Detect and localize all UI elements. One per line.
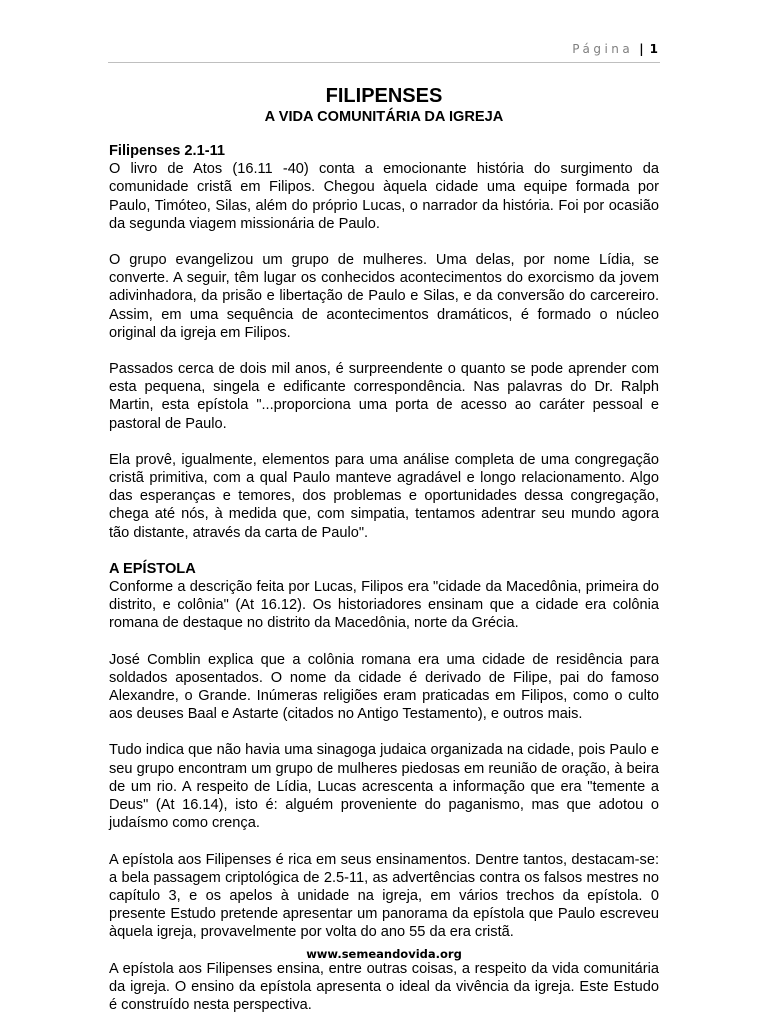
paragraph: José Comblin explica que a colônia romana era uma cidade de residência para soldados aposentados. O nome da cidade é derivado de Filipe, pai do famoso Alexandre, o Grande. Inúmeras religiões eram praticadas em Filipos, como o culto aos deuses Baal e Astarte (citados no Antigo Testamento), e outros mais. (109, 651, 659, 723)
header-divider (108, 62, 660, 63)
page-number: 1 (649, 42, 658, 56)
paragraph: Passados cerca de dois mil anos, é surpreendente o quanto se pode aprender com esta pequena, singela e edificante correspondência. Nas palavras do Dr. Ralph Martin, esta epístola "...proporciona uma porta de acesso ao caráter pessoal e pastoral de Paulo. (109, 361, 659, 432)
paragraph: A epístola aos Filipenses é rica em seus ensinamentos. Dentre tantos, destacam-se: a bela passagem criptológica de 2.5-11, as advertências contra os falsos mestres no capítulo 3, e os apelos à unidade na igreja, em vários trechos da epístola. 0 presente Estudo pretende apresentar um panorama da epístola que Paulo escreveu àquela igreja, provavelmente por volta do ano 55 da era cristã. (109, 851, 659, 941)
paragraph: Ela provê, igualmente, elementos para uma análise completa de uma congregação cristã primitiva, com a qual Paulo manteve agradável e longo relacionamento. Algo das esperanças e temores, dos problemas e oportunidades dessa congregação, chega até nós, à medida que, com simpatia, tentamos adentrar seu mundo agora tão distante, através da carta de Paulo". (109, 451, 659, 541)
footer-website: www.semeandovida.org (306, 947, 462, 961)
paragraph-text: O livro de Atos (16.11 -40) conta a emocionante história do surgimento da comunidade cristã em Filipos. Chegou àquela cidade uma equipe formada por Paulo, Timóteo, Silas, além do próprio Lucas, o narrador da história. Foi por ocasião da segunda viagem missionária de Paulo. (109, 161, 659, 232)
paragraph: O grupo evangelizou um grupo de mulheres. Uma delas, por nome Lídia, se converte. A seguir, têm lugar os conhecidos acontecimentos do exorcismo da jovem adivinhadora, da prisão e libertação de Paulo e Silas, e da conversão do carcereiro. Assim, em uma sequência de acontecimentos dramáticos, é formado o núcleo original da igreja em Filipos. (109, 252, 659, 341)
paragraph: Tudo indica que não havia uma sinagoga judaica organizada na cidade, pois Paulo e seu grupo encontram um grupo de mulheres piedosas em reunião de oração, à beira de um rio. A respeito de Lídia, Lucas acrescenta a informação que era "temente a Deus" (At 16.14), isto é: alguém proveniente do paganismo, mas que adotou o judaísmo como crença. (109, 742, 659, 832)
document-title: FILIPENSES (325, 85, 443, 107)
page-header (572, 42, 658, 56)
section-heading: A EPÍSTOLA (109, 560, 196, 577)
paragraph (109, 142, 659, 233)
section-heading: Filipenses 2.1-11 (109, 143, 226, 159)
paragraph-text: Conforme a descrição feita por Lucas, Filipos era "cidade da Macedônia, primeira do distrito, e colônia" (At 16.12). Os historiadores ensinam que a cidade era colônia romana de destaque no distrito da Macedônia, norte da Grécia. (109, 579, 659, 632)
document-body (109, 84, 659, 1032)
paragraph (109, 560, 659, 633)
page-label: Página (572, 42, 634, 56)
paragraph: A epístola aos Filipenses ensina, entre outras coisas, a respeito da vida comunitária da igreja. O ensino da epístola apresenta o ideal da vivência da igreja. Este Estudo é construído nesta perspectiva. (109, 960, 659, 1013)
document-subtitle: A VIDA COMUNITÁRIA DA IGREJA (264, 109, 504, 125)
page-separator: | (639, 42, 644, 56)
